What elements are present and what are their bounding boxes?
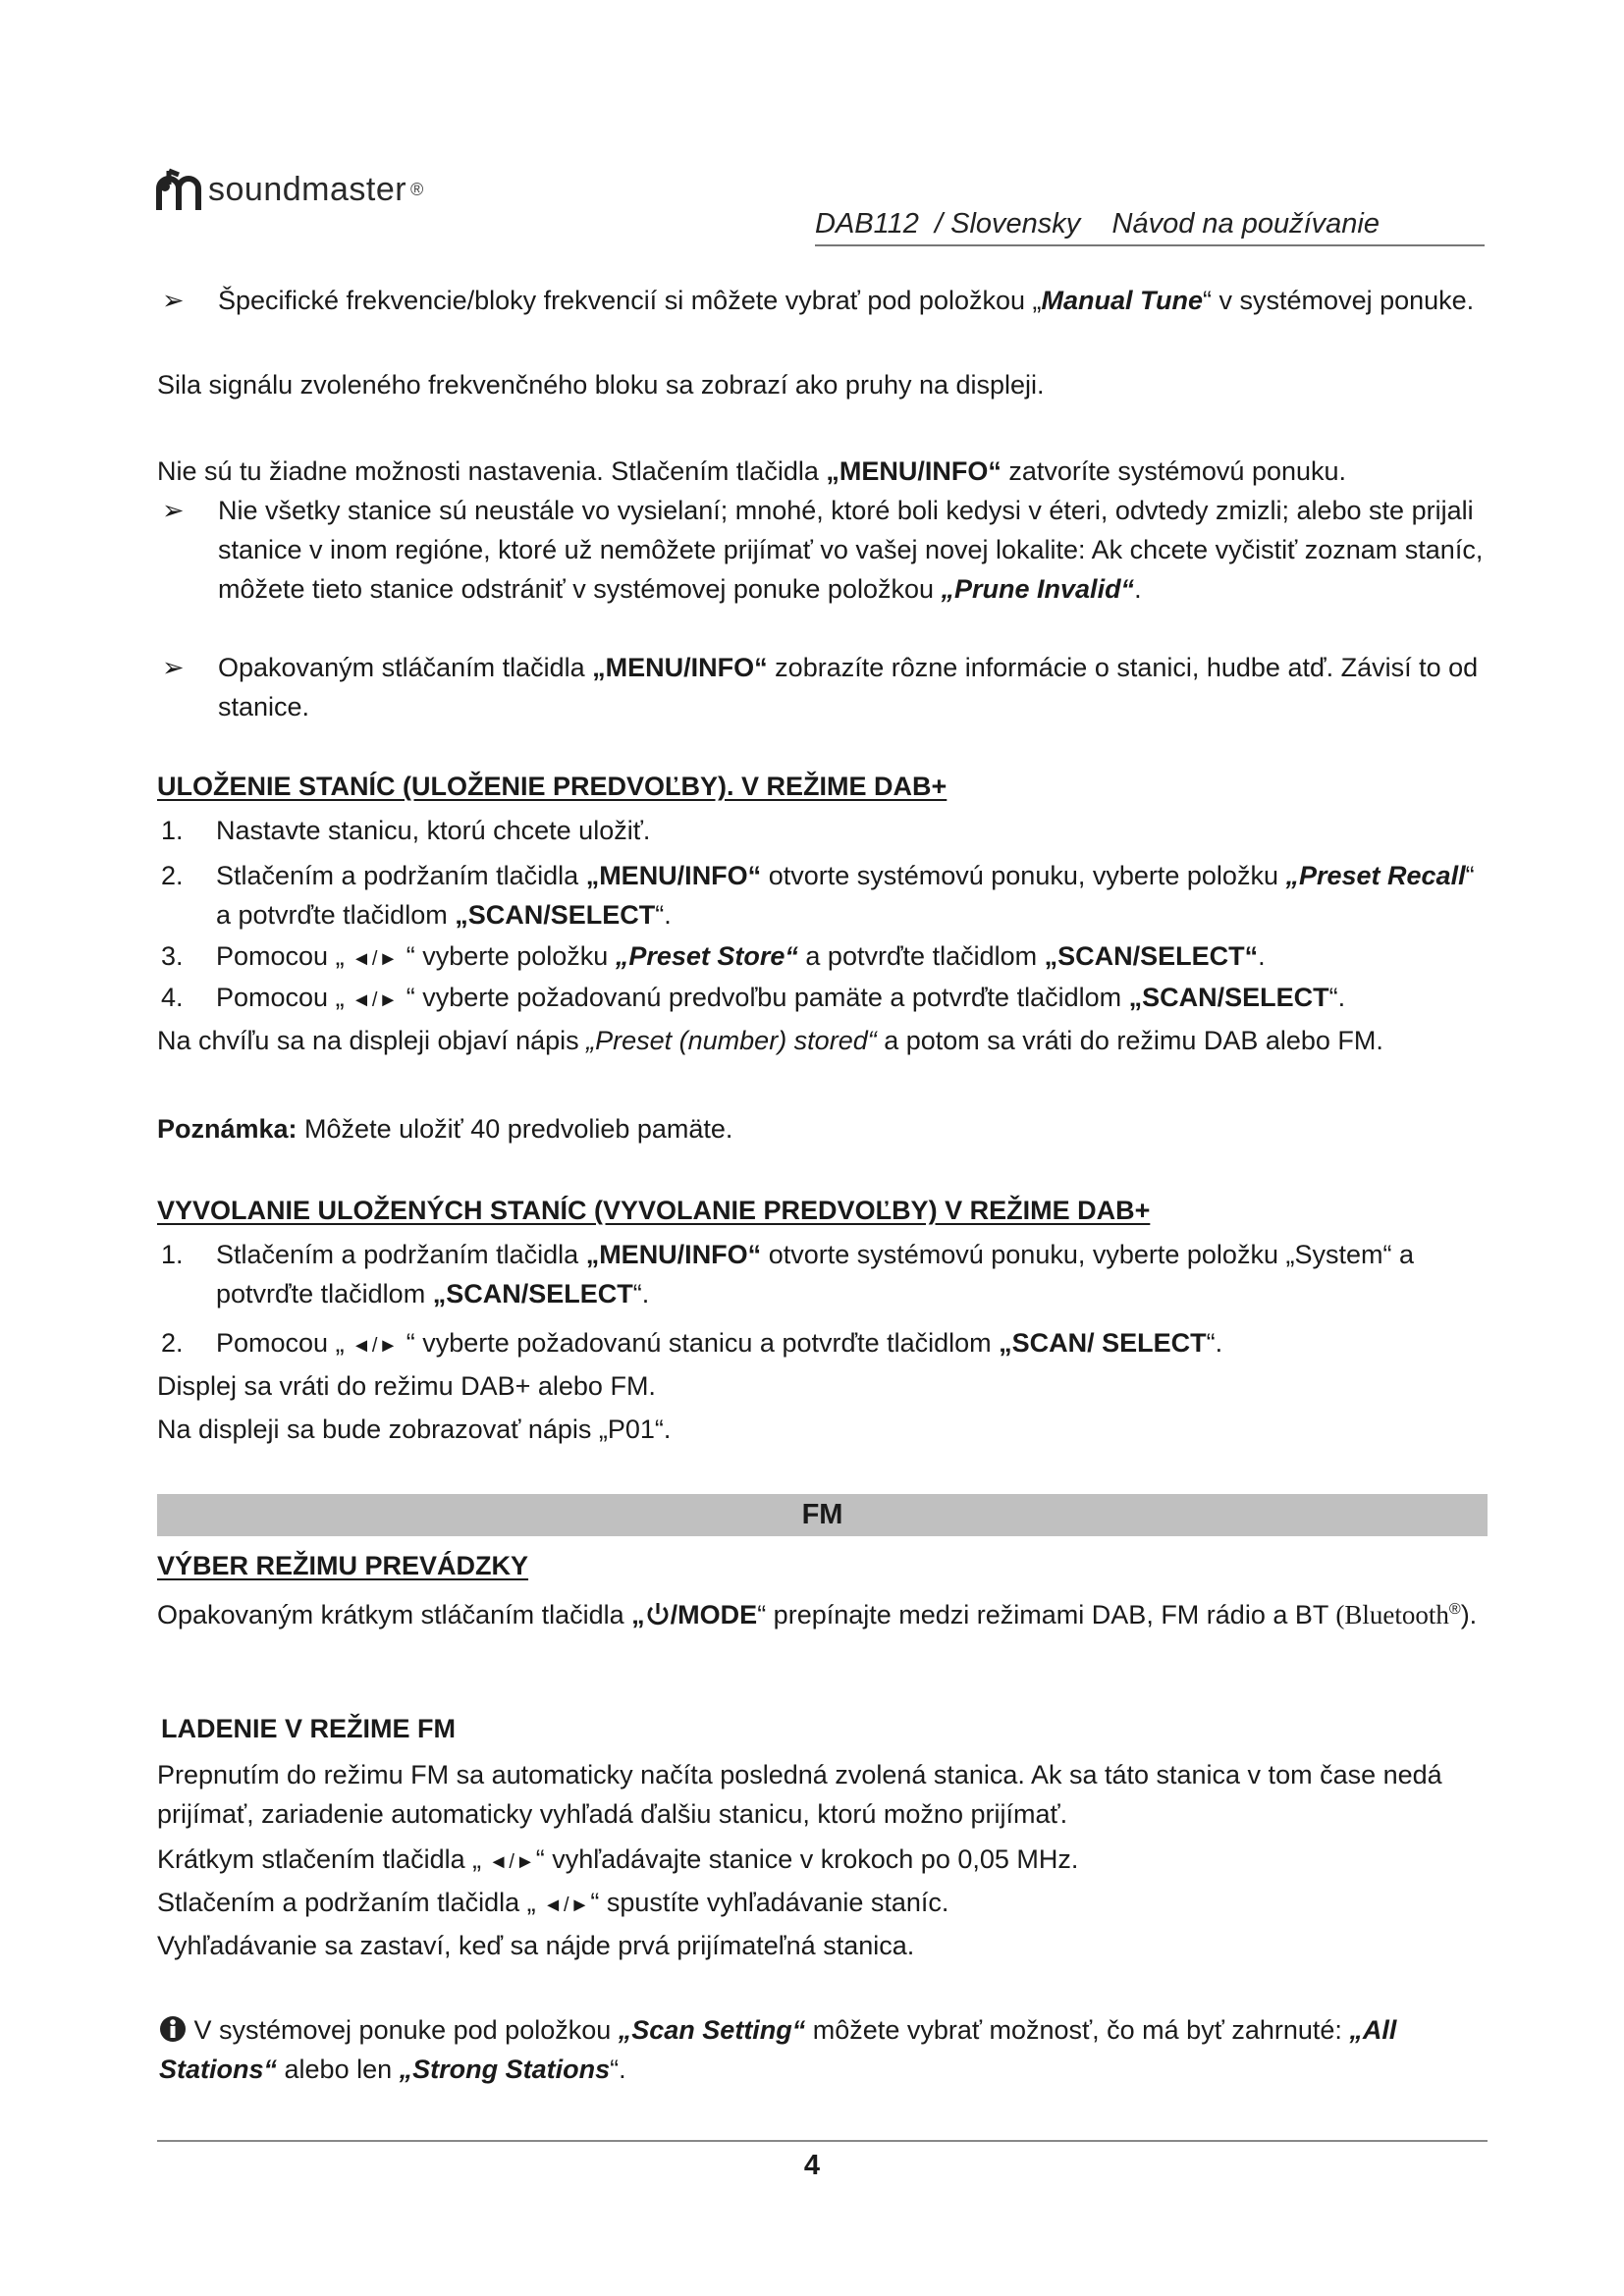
bullet-manual-tune: ➢ Špecifické frekvencie/bloky frekvencií si môžete vybrať pod položkou „Manual Tune“ v systémovej ponuke.	[162, 281, 1492, 320]
info-scan-setting: V systémovej ponuke pod položkou „Scan Setting“ môžete vybrať možnosť, čo má byť zahrnuté: „All Stations“ alebo len „Strong Stations“.	[159, 2015, 1397, 2084]
recall-step-2: 2. Pomocou „ ◄/► “ vyberte požadovanú stanicu a potvrďte tlačidlom „SCAN/ SELECT“.	[161, 1328, 1223, 1358]
store-step-4: 4. Pomocou „ ◄/► “ vyberte požadovanú predvoľbu pamäte a potvrďte tlačidlom „SCAN/SELECT“.	[161, 983, 1346, 1012]
bullet-arrow-icon: ➢	[162, 653, 185, 682]
heading-recall-presets: VYVOLANIE ULOŽENÝCH STANÍC (VYVOLANIE PREDVOĽBY) V REŽIME DAB+	[157, 1196, 1151, 1225]
store-step-2: 2. Stlačením a podržaním tlačidla „MENU/INFO“ otvorte systémovú ponuku, vyberte položku „Preset Recall“ a potvrďte tlačidlom „SCAN/SELECT“.	[161, 861, 1475, 930]
paragraph-fm-autoload: Prepnutím do režimu FM sa automaticky načíta posledná zvolená stanica. Ak sa táto stanica v tom čase nedá prijímať, zariadenie automaticky vyhľadá ďalšiu stanicu, ktorú možno prijímať.	[157, 1760, 1442, 1829]
document-title: Návod na používanie	[1111, 208, 1380, 240]
heading-store-presets: ULOŽENIE STANÍC (ULOŽENIE PREDVOĽBY). V REŽIME DAB+	[157, 772, 947, 801]
left-right-arrows-icon: ◄/►	[352, 989, 400, 1011]
paragraph-display-p01: Na displeji sa bude zobrazovať nápis „P01“.	[157, 1415, 672, 1444]
store-step-1: 1. Nastavte stanicu, ktorú chcete uložiť.	[161, 816, 651, 845]
power-icon	[645, 1601, 671, 1627]
page-number: 4	[803, 2150, 821, 2181]
model-name: DAB112	[815, 208, 919, 240]
paragraph-display-returns: Displej sa vráti do režimu DAB+ alebo FM.	[157, 1371, 656, 1401]
paragraph-signal-strength: Sila signálu zvoleného frekvenčného bloku sa zobrazí ako pruhy na displeji.	[157, 370, 1045, 400]
soundmaster-logo-icon	[155, 167, 202, 212]
left-right-arrows-icon: ◄/►	[543, 1895, 591, 1916]
document-header	[815, 208, 1485, 246]
left-right-arrows-icon: ◄/►	[352, 948, 400, 970]
recall-step-1: 1. Stlačením a podržaním tlačidla „MENU/INFO“ otvorte systémovú ponuku, vyberte položku „System“ a potvrďte tlačidlom „SCAN/SELECT“.	[161, 1240, 1414, 1308]
section-bar-fm: FM	[157, 1494, 1488, 1536]
header-separator: /	[935, 208, 944, 240]
brand-name: soundmaster	[208, 170, 407, 208]
bullet-arrow-icon: ➢	[162, 496, 185, 525]
bullet-arrow-icon: ➢	[162, 286, 185, 315]
heading-fm-tuning: LADENIE V REŽIME FM	[161, 1714, 457, 1743]
left-right-arrows-icon: ◄/►	[488, 1851, 536, 1873]
heading-operating-mode: VÝBER REŽIMU PREVÁDZKY	[157, 1551, 529, 1580]
bullet-menu-info: ➢ Opakovaným stláčaním tlačidla „MENU/INFO“ zobrazíte rôzne informácie o stanici, hudbe atď. Závisí to od stanice.	[162, 648, 1492, 726]
brand-logo	[155, 165, 423, 214]
paragraph-search-stops: Vyhľadávanie sa zastaví, keď sa nájde prvá prijímateľná stanica.	[157, 1931, 915, 1960]
paragraph-auto-search: Stlačením a podržaním tlačidla „ ◄/►“ spustíte vyhľadávanie staníc.	[157, 1888, 949, 1917]
paragraph-preset-stored: Na chvíľu sa na displeji objaví nápis „Preset (number) stored“ a potom sa vráti do režimu DAB alebo FM.	[157, 1026, 1383, 1055]
left-right-arrows-icon: ◄/►	[352, 1335, 400, 1357]
note-preset-count: Poznámka: Môžete uložiť 40 predvolieb pamäte.	[157, 1114, 733, 1144]
footer-divider	[157, 2140, 1488, 2142]
paragraph-no-settings: Nie sú tu žiadne možnosti nastavenia. Stlačením tlačidla „MENU/INFO“ zatvoríte systémovú ponuku.	[157, 456, 1347, 486]
brand-registered-mark: ®	[410, 179, 424, 199]
paragraph-mode-switch: Opakovaným krátkym stláčaním tlačidla „ /MODE“ prepínajte medzi režimami DAB, FM rádio a BT (Bluetooth®).	[157, 1600, 1478, 1629]
paragraph-step-search: Krátkym stlačením tlačidla „ ◄/►“ vyhľadávajte stanice v krokoch po 0,05 MHz.	[157, 1844, 1079, 1874]
language-name: Slovensky	[950, 208, 1081, 240]
store-step-3: 3. Pomocou „ ◄/► “ vyberte položku „Preset Store“ a potvrďte tlačidlom „SCAN/SELECT“.	[161, 941, 1266, 971]
bullet-prune-invalid: ➢ Nie všetky stanice sú neustále vo vysielaní; mnohé, ktoré boli kedysi v éteri, odvtedy zmizli; alebo ste prijali stanice v inom regióne, ktoré už nemôžete prijímať vo vašej novej lokalite: Ak chcete vyčistiť zoznam staníc, môžete tieto stanice odstrániť v systémovej ponuke položkou „Prune Invalid“.	[162, 491, 1492, 609]
info-icon	[159, 2015, 187, 2043]
